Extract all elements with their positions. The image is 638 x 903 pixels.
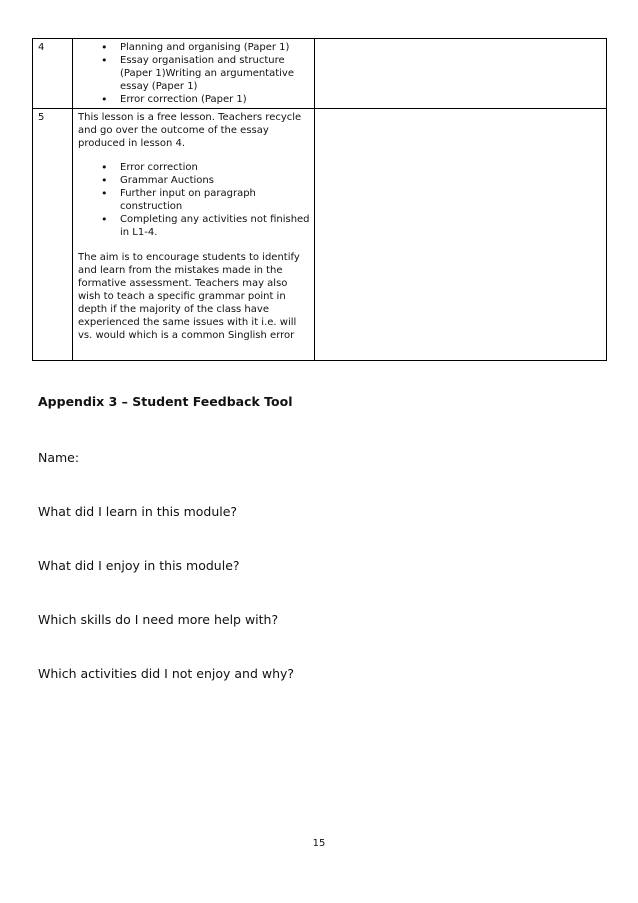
lesson-aim-text: The aim is to encourage students to identify and learn from the mistakes made in the formative assessment. Teachers may also wish to teach a specific grammar point in depth if the majority of the class have experienced the same issues with it i.e. will vs. would which is a common Singlish error [78,252,300,341]
lesson-number-cell: 4 [33,39,73,109]
list-item: • Grammar Auctions [78,174,310,187]
name-prompt: Name: [38,450,80,465]
list-item: • Planning and organising (Paper 1) [78,41,310,54]
question-skills: Which skills do I need more help with? [38,612,279,627]
appendix-heading: Appendix 3 – Student Feedback Tool [38,394,293,409]
bullet-list [78,161,310,239]
lesson-content-cell [73,109,315,361]
list-item: • Further input on paragraph construction [78,187,310,213]
lesson-number-cell: 5 [33,109,73,361]
question-learn: What did I learn in this module? [38,504,238,519]
list-item: • Error correction (Paper 1) [78,93,310,106]
page-number: 15 [312,838,326,849]
list-item: • Essay organisation and structure (Paper 1)Writing an argumentative essay (Paper 1) [78,54,310,93]
list-item: • Error correction [78,161,310,174]
empty-cell [315,109,607,361]
lesson-content-cell [73,39,315,109]
table-row [33,39,607,109]
lesson-table [32,38,607,361]
lesson-intro-text: This lesson is a free lesson. Teachers recycle and go over the outcome of the essay produced in lesson 4. [78,112,302,149]
bullet-list [78,41,310,106]
question-enjoy: What did I enjoy in this module? [38,558,240,573]
empty-cell [315,39,607,109]
question-activities: Which activities did I not enjoy and why? [38,666,295,681]
table-row [33,109,607,361]
list-item: • Completing any activities not finished in L1-4. [78,213,310,239]
